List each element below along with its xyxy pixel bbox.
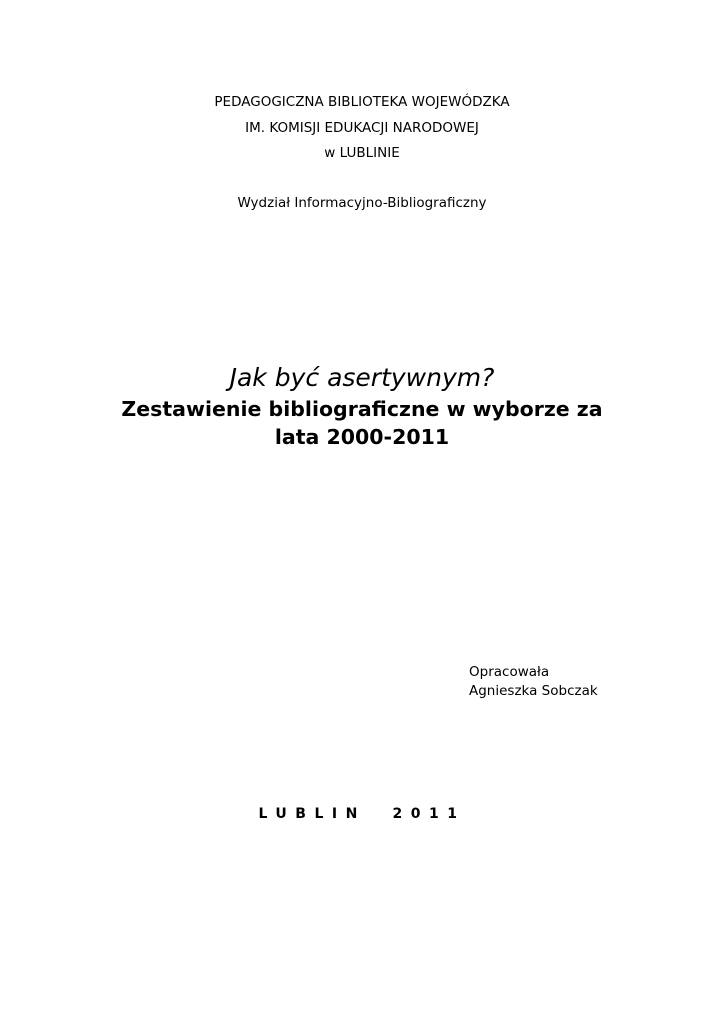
department-name: Wydział Informacyjno-Bibliograficzny	[237, 195, 487, 211]
place-and-year: LUBLIN 2011	[258, 806, 466, 822]
library-name-line1: PEDAGOGICZNA BIBLIOTEKA WOJEWÓDZKA	[214, 94, 510, 110]
author-label: Opracowała	[469, 664, 550, 680]
document-title: Jak być asertywnym?	[229, 363, 495, 392]
document-subtitle-line1: Zestawienie bibliograficzne w wyborze za	[121, 397, 603, 421]
author-name: Agnieszka Sobczak	[469, 683, 598, 699]
document-subtitle-line2: lata 2000-2011	[274, 425, 450, 449]
library-name-line2: IM. KOMISJI EDUKACJI NARODOWEJ	[245, 120, 479, 136]
library-city: w LUBLINIE	[324, 145, 400, 161]
